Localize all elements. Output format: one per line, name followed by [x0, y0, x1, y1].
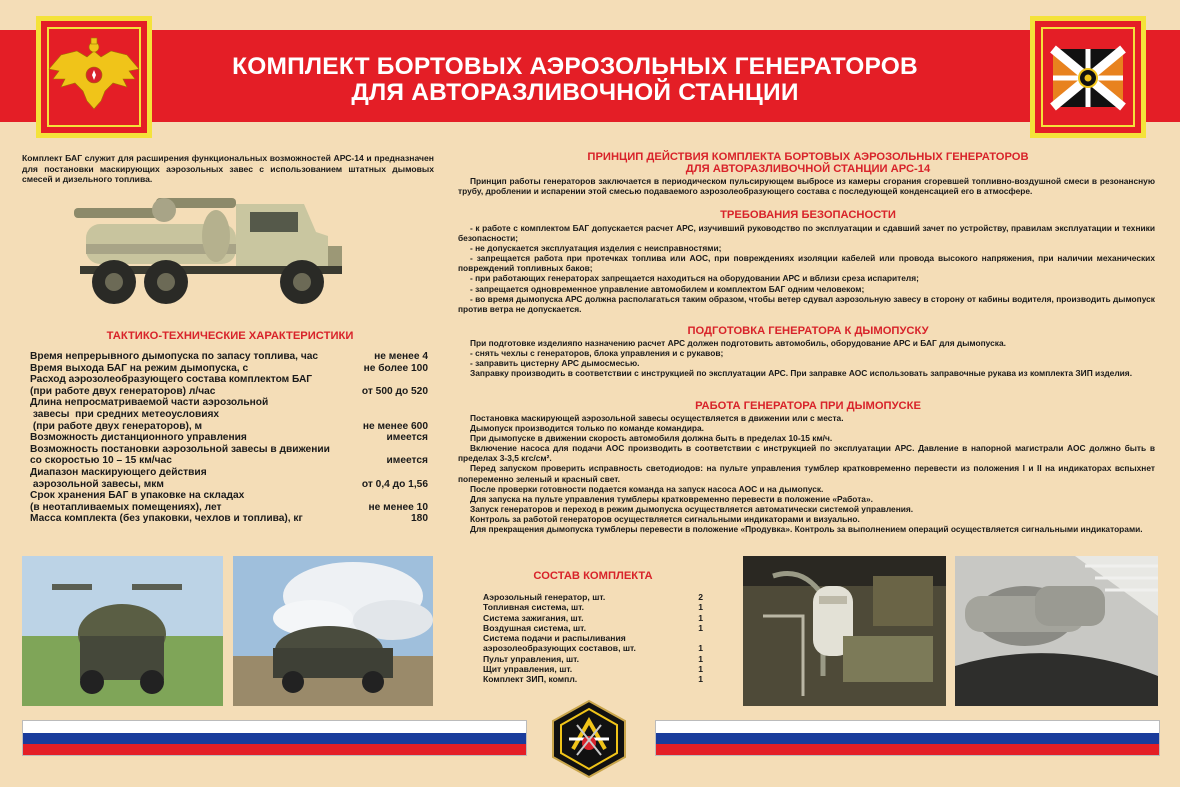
russian-flag-right	[655, 720, 1160, 756]
preparation-line: Заправку производить в соответствии с инструкцией по эксплуатации АРС. При заправке АОС использовать заправочные рукава из комплекта ЗИП изделия.	[470, 368, 1133, 379]
photo-truck-rear	[22, 556, 223, 706]
photo-generator-detail	[743, 556, 946, 706]
russian-flag-left	[22, 720, 527, 756]
kit-value: 1	[698, 622, 703, 633]
spec-value: от 500 до 520	[361, 385, 428, 397]
principle-title-line-1: ПРИНЦИП ДЕЙСТВИЯ КОМПЛЕКТА БОРТОВЫХ АЭРОЗОЛЬНЫХ ГЕНЕРАТОРОВ	[587, 151, 1029, 163]
safety-line: - запрещается одновременное управление автомобилем и комплектом БАГ одним человеком;	[470, 283, 865, 294]
spec-label: со скоростью 10 – 15 км/час	[30, 455, 172, 467]
kit-label: Комплект ЗИП, компл.	[483, 674, 578, 685]
chemical-troops-flag-icon	[1035, 21, 1141, 133]
spec-row	[30, 374, 428, 386]
spec-row	[30, 421, 428, 433]
spec-row	[30, 444, 428, 456]
operation-text	[458, 413, 1155, 534]
kit-value: 1	[698, 602, 703, 613]
spec-label: Расход аэрозолеобразующего состава комплектом БАГ	[30, 374, 313, 386]
kit-label: Система зажигания, шт.	[483, 612, 584, 623]
safety-line: - во время дымопуска АРС должна располагаться таким образом, чтобы ветер сдувал аэрозольную завесу в сторону от кабины водителя, производить дымопуск против ветра не допускается.	[458, 293, 1155, 314]
operation-line: При дымопуске в движении скорость автомобиля должна быть в пределах 10-15 км/ч.	[470, 433, 833, 444]
kit-row	[483, 664, 703, 674]
spec-row	[30, 490, 428, 502]
specs-table	[30, 351, 428, 525]
spec-value	[424, 397, 428, 409]
truck-illustration	[66, 188, 366, 308]
preparation-line: При подготовке изделияпо назначению расчет АРС должен подготовить автомобиль, оборудование АРС и БАГ для дымопуска.	[470, 338, 1006, 348]
preparation-title: ПОДГОТОВКА ГЕНЕРАТОРА К ДЫМОПУСКУ	[687, 325, 929, 337]
spec-value: не менее 4	[374, 351, 428, 362]
spec-row	[30, 479, 428, 491]
spec-row	[30, 363, 428, 375]
spec-label: Время выхода БАГ на режим дымопуска, с	[30, 362, 249, 374]
spec-label: аэрозольной завесы, мкм	[30, 478, 164, 490]
spec-value	[424, 444, 428, 456]
right-emblem	[1030, 16, 1146, 138]
spec-row	[30, 432, 428, 444]
left-emblem	[36, 16, 152, 138]
spec-label: завесы при средних метеоусловиях	[30, 408, 220, 420]
kit-value: 1	[698, 653, 703, 664]
safety-text	[458, 223, 1155, 314]
spec-value	[424, 467, 428, 479]
kit-label: Топливная система, шт.	[483, 602, 585, 613]
preparation-line: - снять чехлы с генераторов, блока управления и с рукавов;	[470, 348, 724, 359]
spec-row	[30, 351, 428, 363]
spec-value: не менее 600	[362, 420, 428, 432]
spec-value: от 0,4 до 1,56	[361, 478, 428, 490]
photo-generator-mount	[955, 556, 1158, 706]
kit-label: Аэрозольный генератор, шт.	[483, 592, 606, 602]
spec-value	[424, 374, 428, 386]
operation-line: Контроль за работой генераторов осуществляется сигнальными индикаторами и визуально.	[470, 513, 860, 524]
spec-value: не более 100	[363, 362, 428, 374]
eagle-emblem-icon	[41, 21, 147, 133]
operation-title: РАБОТА ГЕНЕРАТОРА ПРИ ДЫМОПУСКЕ	[695, 400, 921, 412]
kit-title: СОСТАВ КОМПЛЕКТА	[533, 570, 653, 582]
specs-title: ТАКТИКО-ТЕХНИЧЕСКИЕ ХАРАКТЕРИСТИКИ	[106, 330, 354, 342]
spec-value: не менее 10	[368, 501, 428, 513]
kit-label: Воздушная система, шт.	[483, 622, 587, 633]
preparation-text	[458, 338, 1155, 378]
spec-label: Время непрерывного дымопуска по запасу топлива, час	[30, 351, 319, 362]
spec-label: Срок хранения БАГ в упаковке на складах	[30, 490, 245, 502]
kit-value: 2	[698, 592, 703, 602]
kit-row	[483, 643, 703, 653]
spec-row	[30, 455, 428, 467]
spec-label: (при работе двух генераторов), м	[30, 420, 203, 432]
spec-label: (в неотапливаемых помещениях), лет	[30, 501, 222, 513]
spec-row	[30, 467, 428, 479]
spec-value: имеется	[386, 455, 428, 467]
spec-row	[30, 397, 428, 409]
principle-text	[458, 176, 1155, 196]
kit-row	[483, 592, 703, 602]
spec-value	[424, 409, 428, 421]
kit-table	[483, 592, 703, 685]
principle-title-line-2: ДЛЯ АВТОРАЗЛИВОЧНОЙ СТАНЦИИ АРС-14	[685, 163, 931, 175]
kit-label: Щит управления, шт.	[483, 664, 573, 675]
spec-label: Возможность постановки аэрозольной завесы в движении	[30, 443, 330, 455]
spec-value: имеется	[386, 432, 428, 444]
spec-label: Возможность дистанционного управления	[30, 432, 247, 444]
spec-label: Длина непросматриваемой части аэрозольной	[30, 397, 269, 409]
principle-title	[458, 151, 1158, 175]
kit-row	[483, 654, 703, 664]
safety-line: - запрещается работа при протечках топлива или АОС, при повреждениях изоляции кабелей или провода высокого напряжения, при наличии механических повреждений топливных баков;	[458, 253, 1155, 274]
photo-truck-smoke	[233, 556, 433, 706]
spec-label: Масса комплекта (без упаковки, чехлов и топлива), кг	[30, 513, 303, 525]
operation-line: После проверки готовности подается команда на запуск насоса АОС и на дымопуск.	[470, 483, 824, 494]
safety-line: - при работающих генераторах запрещается находиться на оборудовании АРС и вблизи среза испарителя;	[470, 273, 919, 284]
kit-row	[483, 633, 703, 643]
chemical-troops-emblem-icon	[549, 699, 629, 779]
title-line-1: КОМПЛЕКТ БОРТОВЫХ АЭРОЗОЛЬНЫХ ГЕНЕРАТОРОВ	[232, 53, 918, 80]
kit-value: 1	[698, 612, 703, 623]
safety-line: - не допускается эксплуатация изделия с неисправностями;	[470, 243, 722, 254]
operation-line: Для прекращения дымопуска тумблеры перевести в положение «Продувка». Контроль за выполнением операций осуществляется сигнальными индикаторами.	[470, 524, 1143, 535]
poster-title	[180, 54, 970, 106]
spec-value: 180	[411, 513, 428, 525]
operation-line: Постановка маскирующей аэрозольной завесы осуществляется в движении или с места.	[470, 413, 844, 423]
spec-label: Диапазон маскирующего действия	[30, 466, 207, 478]
kit-row	[483, 602, 703, 612]
kit-label: Система подачи и распыливания	[483, 633, 626, 644]
operation-line: Дымопуск производится только по команде командира.	[470, 423, 705, 434]
spec-row	[30, 409, 428, 421]
intro-text: Комплект БАГ служит для расширения функциональных возможностей АРС-14 и предназначен для постановки маскирующих аэрозольных завес с использованием штатных дымовых смесей и дизельного топлива.	[22, 153, 434, 184]
spec-value	[424, 490, 428, 502]
safety-line: - к работе с комплектом БАГ допускается расчет АРС, изучивший руководство по эксплуатации и сдавший зачет по устройству, правилам эксплуатации и техники безопасности;	[458, 223, 1155, 244]
kit-label: аэрозолеобразующих составов, шт.	[483, 643, 636, 654]
kit-row	[483, 623, 703, 633]
kit-row	[483, 674, 703, 684]
operation-line: Для запуска на пульте управления тумблеры кратковременно перевести в положение «Работа».	[470, 493, 873, 504]
kit-row	[483, 613, 703, 623]
operation-line: Запуск генераторов и переход в режим дымопуска осуществляется автоматически системой управления.	[470, 503, 914, 514]
spec-label: (при работе двух генераторов) л/час	[30, 385, 216, 397]
kit-value: 1	[698, 674, 703, 685]
spec-row	[30, 502, 428, 514]
title-line-2: ДЛЯ АВТОРАЗЛИВОЧНОЙ СТАНЦИИ	[351, 79, 799, 106]
operation-line: Включение насоса для подачи АОС производить в соответствии с инструкцией по эксплуатации АРС. Давление в напорной магистрали АОС должно быть в пределах 3-3,5 кгс/см².	[458, 443, 1155, 464]
operation-line: Перед запуском проверить исправность светодиодов: на пульте управления тумблер кратковременно перевести из положения I и II на индикаторах вспыхнет попеременно зеленый и красный свет.	[458, 463, 1155, 484]
principle-paragraph: Принцип работы генераторов заключается в периодическом пульсирующем выбросе из камеры сгорания сгоревшей топливно-воздушной смеси в резонансную трубу, дроблении и испарении этой смесью подаваемого аэрозолеобразующего состава с последующей конденсацией его в атмосфере.	[458, 176, 1155, 197]
kit-value: 1	[698, 643, 703, 654]
kit-value	[683, 633, 703, 643]
kit-value: 1	[698, 664, 703, 675]
spec-row	[30, 513, 428, 525]
preparation-line: - заправить цистерну АРС дымосмесью.	[470, 358, 640, 369]
safety-title: ТРЕБОВАНИЯ БЕЗОПАСНОСТИ	[720, 209, 896, 221]
kit-label: Пульт управления, шт.	[483, 653, 579, 664]
spec-row	[30, 386, 428, 398]
